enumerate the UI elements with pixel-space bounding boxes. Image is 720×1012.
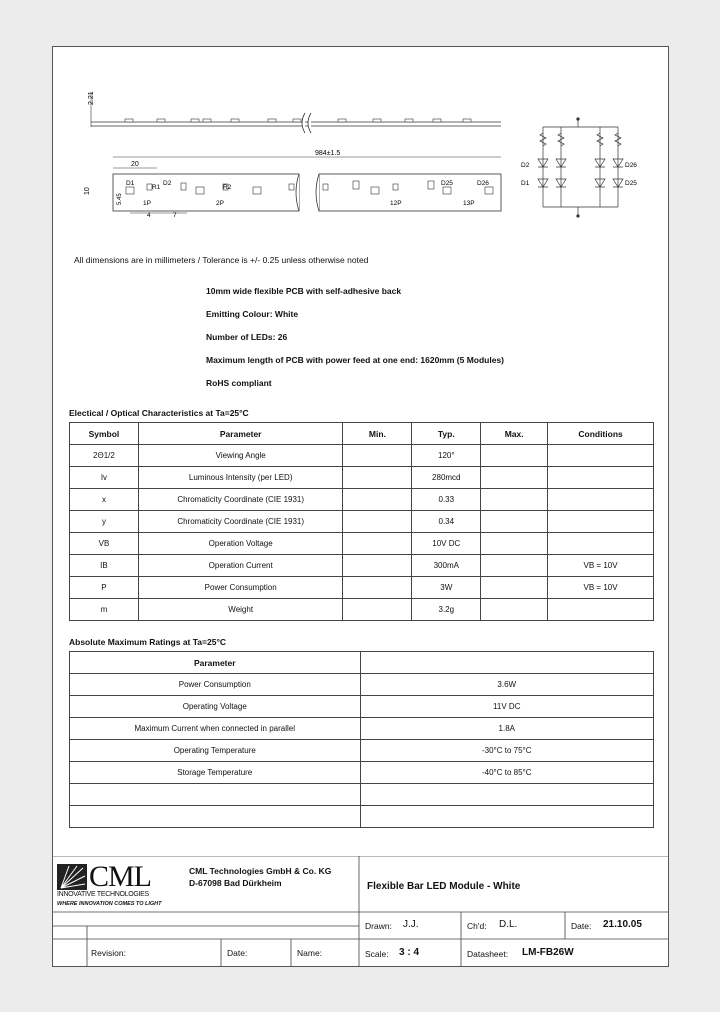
table-row — [70, 762, 654, 784]
cell-max — [481, 467, 548, 489]
cell-symbol: x — [70, 489, 139, 511]
cell-conditions — [548, 511, 654, 533]
cell-value — [360, 784, 653, 806]
revision-date-label: Date: — [227, 948, 248, 958]
cell-symbol: P — [70, 577, 139, 599]
table-row — [70, 696, 654, 718]
cell-parameter — [70, 784, 361, 806]
cell-max — [481, 445, 548, 467]
cell-parameter: Weight — [138, 599, 343, 621]
label-r1: R1 — [152, 184, 161, 191]
cell-min — [343, 555, 412, 577]
company-address: D-67098 Bad Dürkheim — [189, 878, 282, 888]
cell-parameter: Chromaticity Coordinate (CIE 1931) — [138, 489, 343, 511]
table-row — [70, 718, 654, 740]
company-name: CML Technologies GmbH & Co. KG — [189, 866, 332, 876]
drawing-sheet — [52, 46, 669, 967]
spec-2: Emitting Colour: White — [206, 309, 299, 319]
table-row — [70, 555, 654, 577]
logo-tagline: WHERE INNOVATION COMES TO LIGHT — [57, 901, 162, 907]
label-2p: 2P — [216, 200, 224, 207]
cell-typ: 0.33 — [412, 489, 481, 511]
header-min: Min. — [343, 423, 412, 445]
cell-value: -40°C to 85°C — [360, 762, 653, 784]
checked-label: Ch'd: — [467, 921, 487, 931]
electrical-title: Electical / Optical Characteristics at Ta=25°C — [69, 408, 249, 418]
cell-parameter: Luminous Intensity (per LED) — [138, 467, 343, 489]
table-row — [70, 740, 654, 762]
spec-4: Maximum length of PCB with power feed at one end: 1620mm (5 Modules) — [206, 355, 505, 365]
cell-symbol: VB — [70, 533, 139, 555]
cell-symbol: Iv — [70, 467, 139, 489]
header-symbol: Symbol — [70, 423, 139, 445]
dim-thickness: 2.21 — [88, 91, 95, 105]
spec-3: Number of LEDs: 26 — [206, 332, 288, 342]
date-label: Date: — [571, 921, 592, 931]
dim-7: 7 — [173, 212, 177, 219]
spec-5: RoHS compliant — [206, 378, 272, 388]
cell-conditions — [548, 489, 654, 511]
table-row — [70, 511, 654, 533]
cell-value: 3.6W — [360, 674, 653, 696]
cell-typ: 0.34 — [412, 511, 481, 533]
header-max: Max. — [481, 423, 548, 445]
table-row — [70, 599, 654, 621]
cell-parameter: Power Consumption — [138, 577, 343, 599]
schematic-d1: D1 — [521, 180, 530, 187]
logo-text: CML — [89, 860, 152, 893]
cell-parameter: Chromaticity Coordinate (CIE 1931) — [138, 511, 343, 533]
dim-small: 5.45 — [117, 193, 123, 205]
cell-min — [343, 577, 412, 599]
tolerance-note: All dimensions are in millimeters / Tolerance is +/- 0.25 unless otherwise noted — [74, 255, 369, 265]
schematic-d2: D2 — [521, 162, 530, 169]
cell-conditions — [548, 445, 654, 467]
cell-value — [360, 806, 653, 828]
date-value: 21.10.05 — [603, 919, 642, 930]
cell-value: 1.8A — [360, 718, 653, 740]
cell-min — [343, 489, 412, 511]
dim-pitch: 20 — [131, 161, 139, 168]
cell-conditions — [548, 467, 654, 489]
cell-parameter: Viewing Angle — [138, 445, 343, 467]
cell-typ: 3W — [412, 577, 481, 599]
drawn-value: J.J. — [403, 919, 419, 930]
datasheet-value: LM-FB26W — [522, 947, 574, 958]
label-12p: 12P — [390, 200, 402, 207]
table-row — [70, 577, 654, 599]
cell-conditions: VB = 10V — [548, 577, 654, 599]
scale-value: 3 : 4 — [399, 947, 420, 958]
cell-max — [481, 533, 548, 555]
cell-max — [481, 511, 548, 533]
cell-symbol: 2Θ1/2 — [70, 445, 139, 467]
header-typ: Typ. — [412, 423, 481, 445]
header-parameter: Parameter — [70, 652, 361, 674]
schematic-d25: D25 — [625, 180, 637, 187]
electrical-header-row — [70, 423, 654, 445]
cell-max — [481, 489, 548, 511]
drawn-label: Drawn: — [365, 921, 392, 931]
cell-min — [343, 533, 412, 555]
cell-symbol: m — [70, 599, 139, 621]
cell-value: 11V DC — [360, 696, 653, 718]
label-13p: 13P — [463, 200, 475, 207]
cell-parameter: Operation Current — [138, 555, 343, 577]
header-conditions: Conditions — [548, 423, 654, 445]
absolute-title: Absolute Maximum Ratings at Ta=25°C — [69, 637, 226, 647]
cell-symbol: IB — [70, 555, 139, 577]
table-row — [70, 784, 654, 806]
cell-typ: 300mA — [412, 555, 481, 577]
cell-conditions: VB = 10V — [548, 555, 654, 577]
cell-parameter: Storage Temperature — [70, 762, 361, 784]
cml-logo — [57, 860, 175, 907]
cell-min — [343, 445, 412, 467]
label-1p: 1P — [143, 200, 151, 207]
cell-min — [343, 511, 412, 533]
electrical-table — [69, 422, 654, 621]
table-row — [70, 674, 654, 696]
table-row — [70, 489, 654, 511]
table-row — [70, 467, 654, 489]
absolute-header-row — [70, 652, 654, 674]
sunburst-icon — [57, 864, 87, 890]
spec-1: 10mm wide flexible PCB with self-adhesive back — [206, 286, 402, 296]
checked-value: D.L. — [499, 919, 518, 930]
label-d2: D2 — [163, 180, 172, 187]
dim-width: 10 — [84, 187, 91, 195]
cell-max — [481, 555, 548, 577]
cell-parameter — [70, 806, 361, 828]
cell-parameter: Power Consumption — [70, 674, 361, 696]
label-d1: D1 — [126, 180, 135, 187]
header-value — [360, 652, 653, 674]
table-row — [70, 806, 654, 828]
cell-max — [481, 599, 548, 621]
cell-typ: 3.2g — [412, 599, 481, 621]
table-row — [70, 533, 654, 555]
name-label: Name: — [297, 948, 323, 958]
cell-parameter: Operating Voltage — [70, 696, 361, 718]
cell-typ: 10V DC — [412, 533, 481, 555]
strip-drawing — [53, 47, 670, 227]
table-row — [70, 445, 654, 467]
dim-length: 984±1.5 — [315, 150, 341, 157]
cell-min — [343, 599, 412, 621]
cell-typ: 120° — [412, 445, 481, 467]
cell-parameter: Maximum Current when connected in parallel — [70, 718, 361, 740]
header-parameter: Parameter — [138, 423, 343, 445]
title-block — [53, 856, 668, 966]
cell-typ: 280mcd — [412, 467, 481, 489]
absolute-table — [69, 651, 654, 828]
cell-max — [481, 577, 548, 599]
cell-parameter: Operation Voltage — [138, 533, 343, 555]
cell-parameter: Operating Temperature — [70, 740, 361, 762]
schematic-d26: D26 — [625, 162, 637, 169]
cell-conditions — [548, 533, 654, 555]
product-title: Flexible Bar LED Module - White — [367, 881, 521, 892]
cell-min — [343, 467, 412, 489]
datasheet-label: Datasheet: — [467, 949, 509, 959]
cell-symbol: y — [70, 511, 139, 533]
cell-conditions — [548, 599, 654, 621]
scale-label: Scale: — [365, 949, 389, 959]
logo-sub: INNOVATIVE TECHNOLOGIES — [57, 891, 149, 898]
label-r2: R2 — [223, 184, 232, 191]
cell-value: -30°C to 75°C — [360, 740, 653, 762]
label-d25: D25 — [441, 180, 453, 187]
dim-4: 4 — [147, 212, 151, 219]
revision-label: Revision: — [91, 948, 126, 958]
label-d26: D26 — [477, 180, 489, 187]
